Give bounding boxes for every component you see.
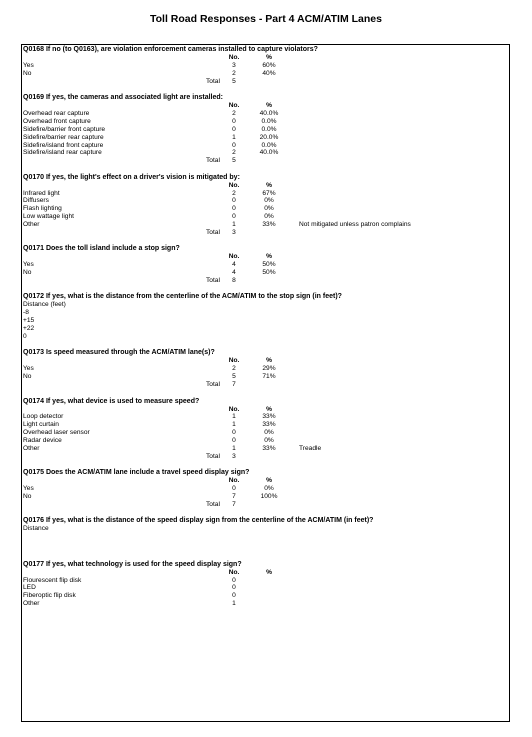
total-count: 7 [232,500,236,508]
total-label: Total [206,381,220,389]
answer-row [22,365,509,373]
answer-percent: 0.0% [261,117,277,125]
answer-count: 0 [232,576,236,584]
answer-label: No [23,373,32,381]
total-row [22,157,509,165]
answer-note: Treadle [299,444,322,452]
answer-count: 1 [232,600,236,608]
q0169-section [22,93,509,165]
count-column-header: No. [228,477,240,485]
answer-percent: 0% [264,429,274,437]
answer-count: 0 [232,485,236,493]
answer-row [22,205,509,213]
percent-column-header: % [266,253,272,261]
answer-percent: 100% [260,493,278,501]
total-label: Total [206,500,220,508]
percent-column-header: % [266,102,272,110]
distance-value: +15 [23,317,35,325]
answer-percent: 60% [262,61,276,69]
total-label: Total [206,157,220,165]
total-label: Total [206,77,220,85]
q0171-section [22,244,509,285]
answer-row [22,70,509,78]
answer-count: 1 [232,221,236,229]
answer-row [22,142,509,150]
answer-percent: 20.0% [259,133,279,141]
answer-label: Radar device [23,437,62,445]
distance-value: 0 [23,333,27,341]
answer-row [22,445,509,453]
answer-row [22,118,509,126]
answer-label: Overhead front capture [23,117,91,125]
percent-column-header: % [266,477,272,485]
answer-count: 2 [232,365,236,373]
answer-count: 0 [232,213,236,221]
answer-label: Flash lighting [23,205,62,213]
answer-count: 0 [232,429,236,437]
answer-percent: 33% [262,421,276,429]
answer-percent: 33% [262,413,276,421]
answer-percent: 33% [262,444,276,452]
answer-percent: 0% [264,485,274,493]
total-row [22,229,509,237]
total-count: 5 [232,77,236,85]
answer-count: 2 [232,109,236,117]
answer-count: 0 [232,437,236,445]
question-text: Q0172 If yes, what is the distance from the centerline of the ACM/ATIM to the stop sign (in feet)? [23,293,342,301]
q0175-section [22,468,509,509]
answer-row [22,592,509,600]
count-column-header: No. [228,181,240,189]
question-text: Q0170 If yes, the light's effect on a driver's vision is mitigated by: [23,173,240,181]
answer-percent: 40.0% [259,109,279,117]
answer-row [22,134,509,142]
q0176-section [22,516,509,552]
answer-label: Overhead rear capture [23,109,90,117]
answer-label: Infrared light [23,189,60,197]
q0174-section [22,397,509,461]
answer-label: LED [23,584,36,592]
total-count: 3 [232,452,236,460]
answer-percent: 0% [264,205,274,213]
answer-count: 2 [232,189,236,197]
question-text: Q0176 If yes, what is the distance of the speed display sign from the centerline of the ACM/ATIM (in feet)? [23,517,374,525]
answer-label: Yes [23,485,34,493]
total-row [22,453,509,461]
answer-row [22,493,509,501]
q0173-section [22,348,509,389]
answer-percent: 71% [262,373,276,381]
answer-row [22,269,509,277]
answer-label: Fiberoptic flip disk [23,592,76,600]
total-row [22,501,509,509]
answer-label: No [23,269,32,277]
distance-subheader: Distance [23,525,49,533]
answer-count: 4 [232,269,236,277]
answer-row [22,197,509,205]
answer-label: Other [23,600,40,608]
answer-row [22,421,509,429]
answer-row [22,577,509,585]
count-column-header: No. [228,54,240,61]
question-text: Q0171 Does the toll island include a stop sign? [23,245,180,253]
column-header-row [22,182,509,190]
percent-column-header: % [266,357,272,365]
answer-label: Overhead laser sensor [23,429,90,437]
answer-count: 5 [232,373,236,381]
answer-row [22,190,509,198]
answer-label: Yes [23,61,34,69]
answer-row [22,485,509,493]
answer-label: Other [23,221,40,229]
answer-percent: 67% [262,189,276,197]
answer-count: 1 [232,413,236,421]
total-row [22,78,509,86]
answer-label: Low wattage light [23,213,74,221]
answer-count: 0 [232,197,236,205]
answer-label: Flourescent flip disk [23,576,82,584]
answer-count: 0 [232,584,236,592]
total-label: Total [206,229,220,237]
answer-percent: 29% [262,365,276,373]
answer-label: Yes [23,365,34,373]
total-row [22,381,509,389]
answer-count: 1 [232,421,236,429]
answer-label: Sidefire/island rear capture [23,149,102,157]
answer-percent: 0% [264,197,274,205]
answer-percent: 40.0% [259,149,279,157]
answer-count: 1 [232,133,236,141]
question-text: Q0173 Is speed measured through the ACM/ATIM lane(s)? [23,349,215,357]
total-count: 3 [232,229,236,237]
answer-label: No [23,69,32,77]
answer-row [22,373,509,381]
column-header-row [22,569,509,577]
answer-label: Sidefire/island front capture [23,141,104,149]
distance-value: -8 [23,309,29,317]
answer-percent: 33% [262,221,276,229]
answer-label: Sidefire/barrier rear capture [23,133,104,141]
answer-count: 7 [232,493,236,501]
distance-value: +22 [23,325,35,333]
question-text: Q0175 Does the ACM/ATIM lane include a travel speed display sign? [23,469,250,477]
column-header-row [22,406,509,414]
answer-row [22,221,509,229]
question-text: Q0169 If yes, the cameras and associated light are installed: [23,94,223,102]
question-text: Q0177 If yes, what technology is used for the speed display sign? [23,560,242,568]
answer-label: Yes [23,261,34,269]
answer-label: Sidefire/barrier front capture [23,125,106,133]
total-count: 5 [232,157,236,165]
q0172-section [22,292,509,340]
q0170-section [22,173,509,237]
answer-percent: 0.0% [261,141,277,149]
answer-row [22,213,509,221]
q0168-section [22,45,509,86]
blank-answer-space [22,533,509,552]
answer-row [22,429,509,437]
report-frame [21,44,510,722]
answer-count: 2 [232,149,236,157]
answer-row [22,584,509,592]
answer-count: 0 [232,125,236,133]
answer-percent: 50% [262,269,276,277]
answer-row [22,110,509,118]
answer-label: No [23,493,32,501]
column-header-row [22,102,509,110]
total-row [22,277,509,285]
count-column-header: No. [228,102,240,110]
answer-row [22,149,509,157]
answer-row [22,261,509,269]
answer-row [22,413,509,421]
answer-percent: 40% [262,69,276,77]
report-content [22,45,509,616]
percent-column-header: % [266,568,272,576]
column-header-row [22,357,509,365]
total-count: 8 [232,277,236,285]
answer-percent: 0% [264,437,274,445]
question-text: Q0174 If yes, what device is used to measure speed? [23,397,200,405]
count-column-header: No. [228,253,240,261]
column-header-row [22,54,509,62]
answer-count: 0 [232,117,236,125]
answer-count: 0 [232,205,236,213]
percent-column-header: % [266,54,272,61]
q0177-section [22,560,509,608]
distance-subheader: Distance (feet) [23,301,66,309]
answer-label: Light curtain [23,421,59,429]
answer-percent: 50% [262,261,276,269]
column-header-row [22,253,509,261]
question-text: Q0168 If no (to Q0163), are violation enforcement cameras installed to capture violators? [23,46,318,53]
answer-count: 2 [232,69,236,77]
total-label: Total [206,452,220,460]
percent-column-header: % [266,181,272,189]
answer-row [22,437,509,445]
total-label: Total [206,277,220,285]
count-column-header: No. [228,568,240,576]
count-column-header: No. [228,405,240,413]
column-header-row [22,477,509,485]
answer-label: Diffusers [23,197,49,205]
percent-column-header: % [266,405,272,413]
answer-count: 4 [232,261,236,269]
answer-row [22,600,509,608]
answer-row [22,126,509,134]
answer-percent: 0% [264,213,274,221]
total-count: 7 [232,381,236,389]
answer-percent: 0.0% [261,125,277,133]
answer-count: 0 [232,592,236,600]
answer-label: Loop detector [23,413,64,421]
answer-count: 3 [232,61,236,69]
answer-count: 1 [232,444,236,452]
answer-note: Not mitigated unless patron complains [299,221,411,229]
answer-row [22,62,509,70]
count-column-header: No. [228,357,240,365]
answer-label: Other [23,444,40,452]
page-title: Toll Road Responses - Part 4 ACM/ATIM Lanes [149,13,382,25]
answer-count: 0 [232,141,236,149]
